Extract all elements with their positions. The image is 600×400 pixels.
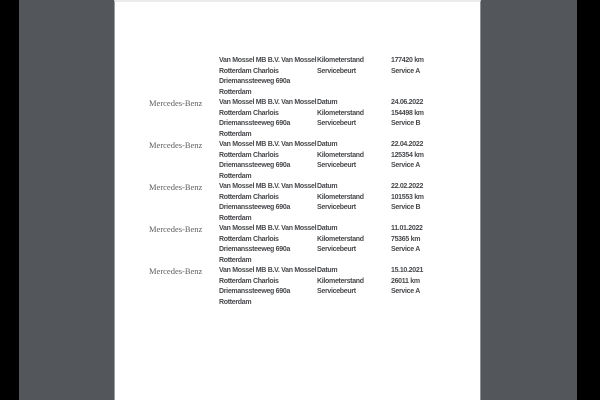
dealer-address — [219, 182, 317, 224]
field-values — [391, 266, 480, 308]
service-field-label: Servicebeurt — [317, 162, 356, 169]
field-labels — [317, 140, 391, 182]
row-left-spacer — [115, 98, 149, 140]
row-left-spacer — [115, 182, 149, 224]
service-field-value: Service A — [391, 162, 420, 169]
field-labels — [317, 56, 391, 98]
field-labels — [317, 98, 391, 140]
dealer-address-line: Rotterdam Charlois — [219, 67, 279, 75]
brand-label: Mercedes-Benz — [149, 140, 203, 150]
field-labels — [317, 182, 391, 224]
dealer-address-line: Driemanssteeweg 690a — [219, 78, 291, 85]
service-field-label: Kilometerstand — [317, 151, 364, 159]
field-values — [391, 140, 480, 182]
row-left-spacer — [115, 224, 149, 266]
service-field-value: 22.04.2022 — [391, 141, 424, 148]
service-field-label: Servicebeurt — [317, 120, 356, 127]
service-field-label: Datum — [317, 267, 338, 274]
service-field-label: Kilometerstand — [317, 193, 364, 201]
dealer-address-line: Rotterdam — [219, 214, 252, 222]
service-field-value: 26011 km — [391, 277, 420, 285]
row-left-spacer — [115, 266, 149, 308]
brand-label: Mercedes-Benz — [149, 266, 203, 276]
dealer-address-line: Rotterdam Charlois — [219, 193, 279, 201]
dealer-address-line: Van Mossel MB B.V. Van Mossel — [219, 141, 317, 148]
dealer-address-line: Rotterdam — [219, 88, 252, 96]
service-field-value: 154498 km — [391, 109, 424, 117]
service-record-row — [115, 224, 480, 266]
service-record-row — [115, 140, 480, 182]
service-field-value: Service B — [391, 120, 421, 127]
brand-label: Mercedes-Benz — [149, 224, 203, 234]
dealer-address-line: Rotterdam Charlois — [219, 151, 279, 159]
dealer-address-line: Rotterdam — [219, 256, 252, 264]
service-field-value: 75365 km — [391, 235, 421, 243]
brand-label — [149, 56, 219, 98]
dealer-address-line: Rotterdam — [219, 172, 252, 180]
service-field-label: Datum — [317, 225, 338, 232]
field-values — [391, 182, 480, 224]
field-values — [391, 98, 480, 140]
dealer-address-line: Driemanssteeweg 690a — [219, 120, 291, 127]
dealer-address-line: Driemanssteeweg 690a — [219, 162, 291, 169]
service-record-row — [115, 56, 480, 98]
dealer-address-line: Van Mossel MB B.V. Van Mossel — [219, 99, 317, 106]
service-record-row — [115, 182, 480, 224]
dealer-address-line: Rotterdam Charlois — [219, 109, 279, 117]
service-field-value: Service A — [391, 67, 420, 75]
service-field-label: Servicebeurt — [317, 204, 356, 211]
field-labels — [317, 224, 391, 266]
dealer-address-line: Rotterdam Charlois — [219, 277, 279, 285]
service-field-label: Kilometerstand — [317, 57, 364, 64]
dealer-address-line: Van Mossel MB B.V. Van Mossel — [219, 183, 317, 190]
dealer-address-line: Van Mossel MB B.V. Van Mossel — [219, 267, 317, 274]
service-field-value: 22.02.2022 — [391, 183, 424, 190]
service-field-value: Service B — [391, 204, 421, 211]
dealer-address-line: Driemanssteeweg 690a — [219, 288, 291, 295]
row-left-spacer — [115, 140, 149, 182]
service-field-value: 15.10.2021 — [391, 267, 424, 274]
dealer-address-line: Driemanssteeweg 690a — [219, 204, 291, 211]
dealer-address — [219, 140, 317, 182]
service-field-value: Service A — [391, 246, 420, 253]
row-left-spacer — [115, 56, 149, 98]
dealer-address-line: Driemanssteeweg 690a — [219, 246, 291, 253]
field-values — [391, 224, 480, 266]
service-field-value: 177420 km — [391, 57, 424, 64]
brand-label: Mercedes-Benz — [149, 182, 203, 192]
field-labels — [317, 266, 391, 308]
service-field-label: Datum — [317, 183, 338, 190]
dealer-address — [219, 56, 317, 98]
service-field-label: Servicebeurt — [317, 288, 356, 295]
dealer-address-line: Rotterdam — [219, 130, 252, 138]
service-history-table — [115, 56, 480, 308]
service-field-value: 24.06.2022 — [391, 99, 424, 106]
document-page — [114, 0, 481, 400]
service-record-row — [115, 98, 480, 140]
service-field-value: 101553 km — [391, 193, 424, 201]
brand-label: Mercedes-Benz — [149, 98, 203, 108]
service-field-value: 125354 km — [391, 151, 424, 159]
service-field-label: Kilometerstand — [317, 235, 364, 243]
dealer-address-line: Van Mossel MB B.V. Van Mossel — [219, 57, 317, 64]
dealer-address-line: Rotterdam Charlois — [219, 235, 279, 243]
dealer-address-line: Rotterdam — [219, 298, 252, 306]
dealer-address-line: Van Mossel MB B.V. Van Mossel — [219, 225, 317, 232]
service-field-value: 11.01.2022 — [391, 225, 423, 232]
service-field-label: Datum — [317, 99, 338, 106]
service-field-label: Datum — [317, 141, 338, 148]
service-field-label: Servicebeurt — [317, 246, 356, 253]
service-record-row — [115, 266, 480, 308]
service-field-label: Servicebeurt — [317, 67, 356, 75]
dealer-address — [219, 98, 317, 140]
service-field-label: Kilometerstand — [317, 277, 364, 285]
service-field-label: Kilometerstand — [317, 109, 364, 117]
service-field-value: Service A — [391, 288, 420, 295]
dealer-address — [219, 266, 317, 308]
dealer-address — [219, 224, 317, 266]
field-values — [391, 56, 480, 98]
